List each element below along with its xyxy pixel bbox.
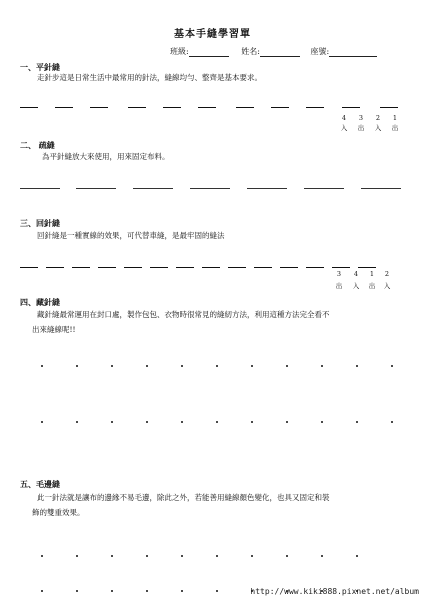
- stitch-dash: [90, 107, 108, 108]
- section-4-heading: 四、藏針縫: [20, 297, 60, 307]
- stitch-dash: [202, 267, 220, 268]
- stitch-number: 2: [384, 270, 390, 278]
- stitch-dash: [55, 107, 73, 108]
- stitch-dash: [332, 267, 350, 268]
- class-label: 班級:: [170, 47, 189, 56]
- section-5-desc-line: 此一針法就是讓布的邊緣不易毛邊，除此之外，若能善用縫線顏色變化，也具又固定和裝: [37, 493, 330, 502]
- stitch-marker: 出: [335, 282, 343, 290]
- stitch-number: 4: [353, 270, 359, 278]
- stitch-marker: 出: [368, 282, 376, 290]
- stitch-dot: [146, 421, 148, 423]
- section-4-desc-line: 藏針縫最常運用在封口處，製作包包、衣物時很常見的縫紉方法，利用這種方法完全看不: [37, 310, 330, 319]
- stitch-dot: [216, 590, 218, 592]
- stitch-marker: 出: [357, 124, 365, 132]
- stitch-number: 3: [358, 114, 364, 122]
- stitch-dash: [20, 107, 38, 108]
- stitch-dot: [111, 555, 113, 557]
- section-3-desc-line: 回針縫是一種實線的效果，可代替車縫，是最牢固的縫法: [37, 231, 225, 240]
- stitch-dot: [321, 365, 323, 367]
- name-label: 姓名:: [241, 47, 260, 56]
- stitch-dot: [146, 590, 148, 592]
- stitch-number: 1: [392, 114, 398, 122]
- student-info: [170, 46, 377, 57]
- stitch-dot: [286, 555, 288, 557]
- stitch-dot: [181, 555, 183, 557]
- stitch-dot: [76, 590, 78, 592]
- stitch-dash: [72, 267, 90, 268]
- section-4-desc-line: 出來縫線呢!!: [32, 325, 76, 334]
- stitch-dash: [271, 107, 289, 108]
- stitch-number: 4: [341, 114, 347, 122]
- stitch-dot: [76, 365, 78, 367]
- stitch-dot: [76, 421, 78, 423]
- section-1-desc-line: 走針步這是日常生活中最常用的針法，縫線均勻、整齊是基本要求。: [37, 73, 262, 82]
- stitch-dot: [41, 555, 43, 557]
- stitch-dash: [124, 267, 142, 268]
- stitch-dash: [128, 107, 146, 108]
- stitch-dot: [321, 421, 323, 423]
- stitch-dash: [133, 188, 173, 189]
- stitch-dot: [111, 590, 113, 592]
- seat-label: 座號:: [310, 47, 330, 56]
- stitch-dot: [251, 421, 253, 423]
- stitch-dash: [228, 267, 246, 268]
- stitch-dot: [216, 365, 218, 367]
- stitch-dot: [76, 555, 78, 557]
- section-1-heading: 一、平針縫: [20, 62, 60, 72]
- stitch-marker: 入: [352, 282, 360, 290]
- stitch-dash: [280, 267, 298, 268]
- stitch-dot: [356, 421, 358, 423]
- stitch-dot: [111, 365, 113, 367]
- page-title: 基本手縫學習單: [174, 29, 251, 40]
- stitch-dash: [247, 188, 287, 189]
- stitch-dash: [98, 267, 116, 268]
- stitch-dash: [342, 107, 360, 108]
- stitch-dot: [181, 365, 183, 367]
- stitch-dash: [46, 267, 64, 268]
- stitch-dash: [176, 267, 194, 268]
- stitch-dot: [356, 555, 358, 557]
- stitch-number: 3: [336, 270, 342, 278]
- section-1-description: [37, 70, 262, 85]
- stitch-dash: [150, 267, 168, 268]
- stitch-marker: 入: [383, 282, 391, 290]
- section-4-description: [32, 307, 330, 337]
- stitch-dash: [190, 188, 230, 189]
- stitch-dot: [356, 365, 358, 367]
- seat-field[interactable]: [329, 48, 377, 57]
- stitch-dash: [358, 267, 376, 268]
- section-3-description: [37, 228, 225, 243]
- stitch-dash: [254, 267, 272, 268]
- stitch-dash: [304, 188, 344, 189]
- stitch-marker: 入: [374, 124, 382, 132]
- stitch-dot: [41, 421, 43, 423]
- section-2-description: [42, 149, 170, 164]
- stitch-dash: [20, 267, 38, 268]
- stitch-dash: [198, 107, 216, 108]
- section-2-heading: 二、 疏縫: [20, 140, 55, 150]
- stitch-marker: 出: [391, 124, 399, 132]
- stitch-dash: [306, 107, 324, 108]
- class-field[interactable]: [189, 48, 229, 57]
- stitch-dot: [41, 365, 43, 367]
- stitch-number: 2: [375, 114, 381, 122]
- stitch-dot: [286, 365, 288, 367]
- stitch-marker: 入: [340, 124, 348, 132]
- stitch-dot: [181, 590, 183, 592]
- stitch-dot: [181, 421, 183, 423]
- stitch-dash: [20, 188, 60, 189]
- name-field[interactable]: [260, 48, 300, 57]
- stitch-dash: [76, 188, 116, 189]
- watermark-url: http://www.kiki888.pixnet.net/album: [250, 587, 419, 596]
- stitch-dot: [146, 365, 148, 367]
- stitch-dot: [321, 555, 323, 557]
- stitch-dot: [216, 555, 218, 557]
- stitch-dot: [391, 421, 393, 423]
- section-5-heading: 五、毛邊縫: [20, 479, 60, 489]
- section-2-desc-line: 為平針縫放大來使用，用來固定布料。: [42, 152, 170, 161]
- stitch-dot: [251, 555, 253, 557]
- stitch-dash: [306, 267, 324, 268]
- section-5-description: [32, 490, 330, 520]
- stitch-dot: [391, 365, 393, 367]
- stitch-dash: [380, 107, 398, 108]
- section-3-heading: 三、回針縫: [20, 218, 60, 228]
- stitch-dash: [163, 107, 181, 108]
- stitch-dot: [111, 421, 113, 423]
- stitch-dot: [251, 365, 253, 367]
- stitch-dot: [216, 421, 218, 423]
- stitch-dot: [146, 555, 148, 557]
- stitch-dash: [236, 107, 254, 108]
- stitch-dot: [41, 590, 43, 592]
- section-5-desc-line: 飾的雙重效果。: [32, 508, 85, 517]
- stitch-dot: [286, 421, 288, 423]
- stitch-dash: [361, 188, 401, 189]
- stitch-number: 1: [369, 270, 375, 278]
